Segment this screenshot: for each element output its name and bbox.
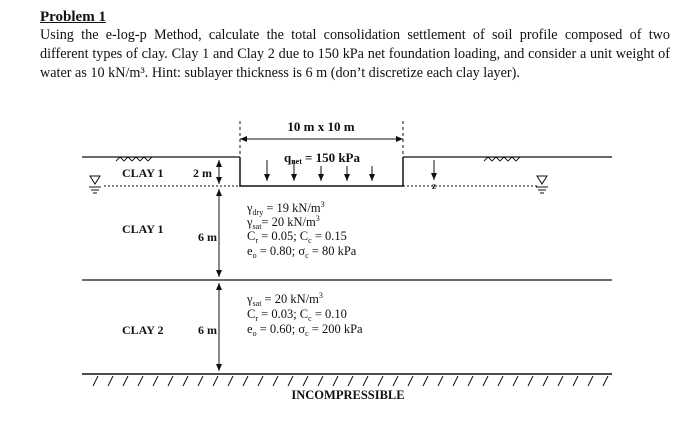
clay2-thickness: 6 m [198,323,217,337]
clay2-cr-cc: $C_r = 0.03$; $C_c = 0.10$ [247,307,347,323]
ground-hatch-left [116,157,152,161]
clay2-label: CLAY 2 [122,323,164,337]
ground-hatch-right [484,157,520,161]
water-table-symbol-left [89,176,101,193]
footing-size-label: 10 m x 10 m [287,119,355,134]
clay2-properties [246,291,363,338]
clay1-e0-sigma: $e_o = 0.80$; $\sigma_c = 80$ kPa [247,244,357,260]
problem-title: Problem 1 [40,9,106,25]
bedrock-hatch [93,376,608,386]
incompressible-label: INCOMPRESSIBLE [291,388,405,402]
clay1-gamma-dry: $\gamma_{dry} = 19$ $kN/m^3$ [247,200,325,217]
clay1-top-label: CLAY 1 [122,166,164,180]
clay2-gamma-sat: $\gamma_{sat} = 20$ $kN/m^3$ [247,291,323,308]
clay1-thickness: 6 m [198,230,217,244]
clay1-gamma-sat: $\gamma_{sat}= 20$ $kN/m^3$ [247,214,320,231]
clay1-cr-cc: $C_r = 0.05$; $C_c = 0.15$ [247,229,347,245]
depth-z-label: z [432,181,436,191]
clay1-label: CLAY 1 [122,222,164,236]
clay1-properties [246,200,357,260]
water-table-symbol-right [536,176,548,193]
problem-text: Using the e-log-p Method, calculate the total consolidation settlement of soil profile composed of two different types of clay. Clay 1 and Clay 2 due to 150 kPa net foundation loading, and consider a unit weight of water as 10 kN/m³. Hint: sublayer thickness is 6 m (don’t discretize each clay layer). [40,27,670,81]
load-label: qnet = 150 kPa [284,150,360,166]
clay1-top-thickness: 2 m [193,166,212,180]
clay2-e0-sigma: $e_o = 0.60$; $\sigma_c = 200$ kPa [247,322,363,338]
